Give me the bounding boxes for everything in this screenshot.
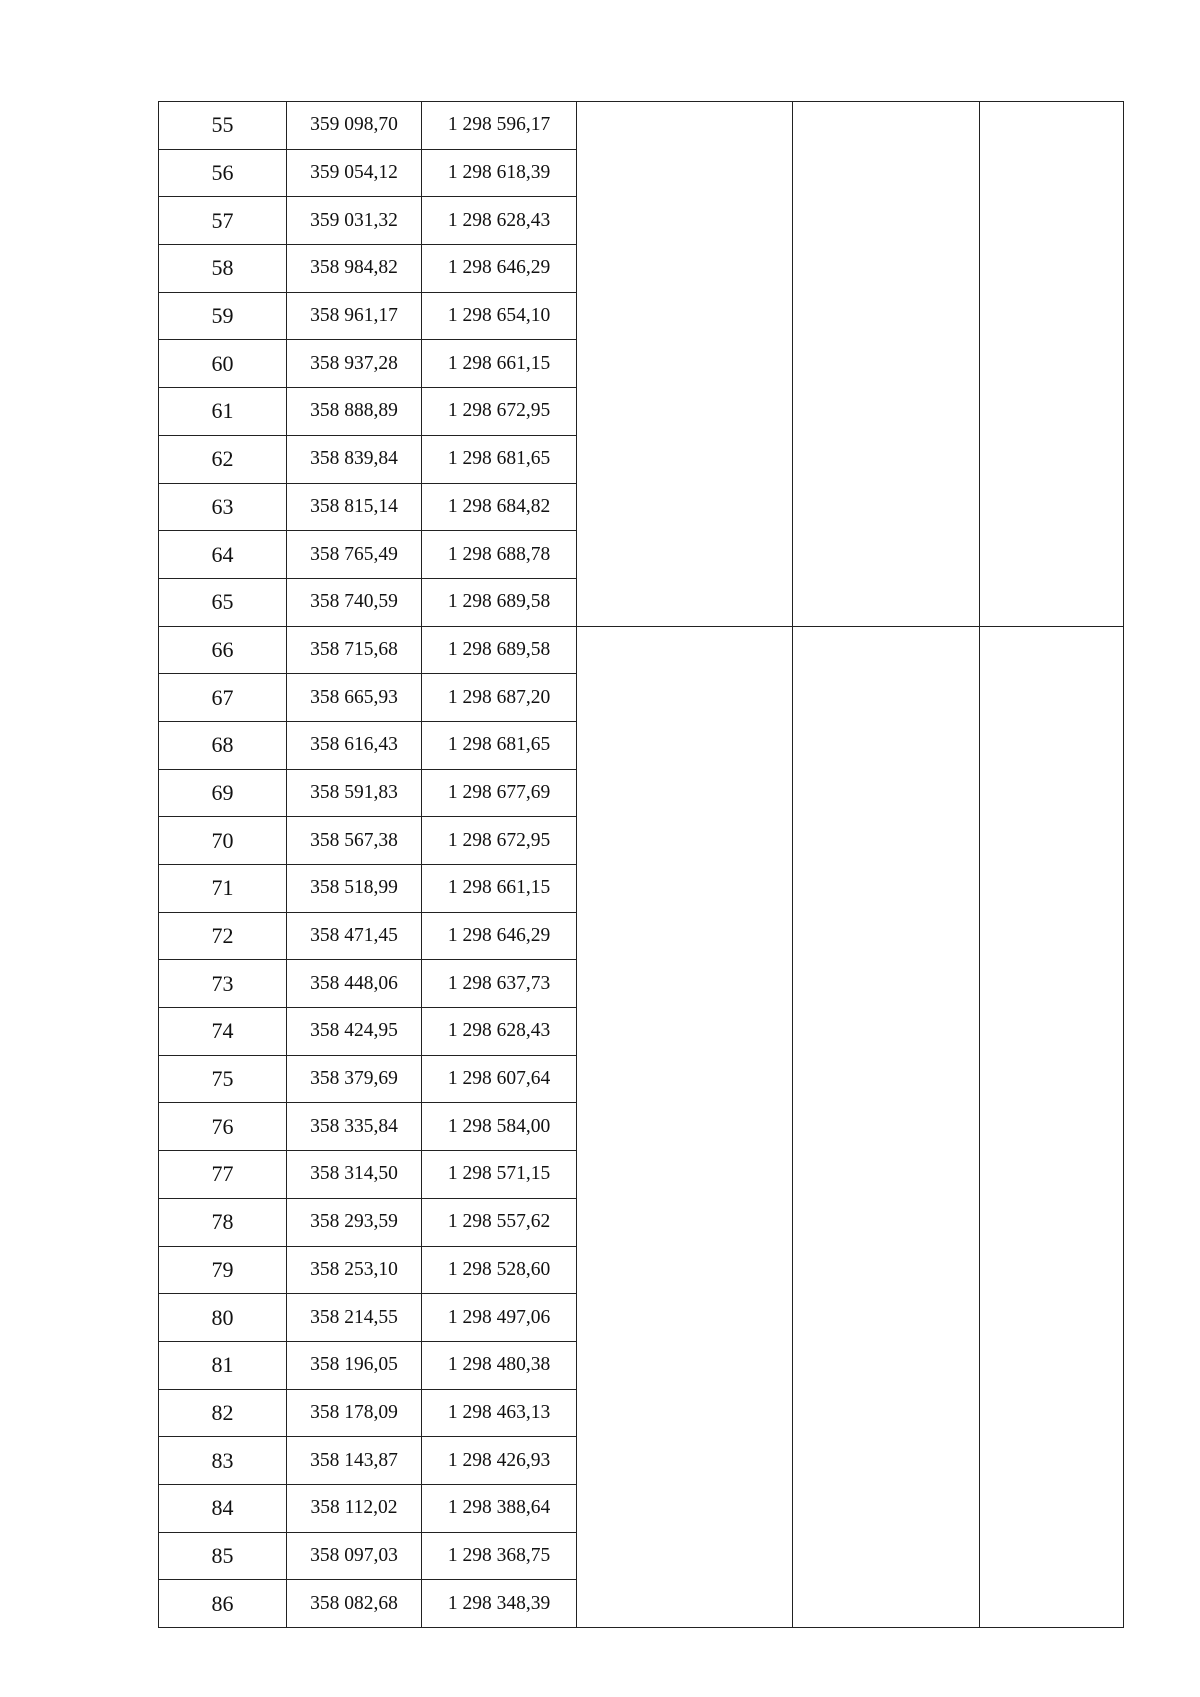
- x-coordinate-cell: 358 591,83: [287, 769, 422, 817]
- x-coordinate-cell: 358 518,99: [287, 865, 422, 913]
- point-number-cell: 55: [159, 102, 287, 150]
- y-coordinate-cell: 1 298 557,62: [422, 1198, 577, 1246]
- y-coordinate-cell: 1 298 672,95: [422, 817, 577, 865]
- y-coordinate-cell: 1 298 646,29: [422, 912, 577, 960]
- x-coordinate-cell: 358 815,14: [287, 483, 422, 531]
- point-number-cell: 68: [159, 721, 287, 769]
- y-coordinate-cell: 1 298 681,65: [422, 721, 577, 769]
- y-coordinate-cell: 1 298 684,82: [422, 483, 577, 531]
- point-number-cell: 86: [159, 1580, 287, 1628]
- table-row: [159, 102, 1124, 150]
- point-number-cell: 57: [159, 197, 287, 245]
- point-number-cell: 83: [159, 1437, 287, 1485]
- y-coordinate-cell: 1 298 528,60: [422, 1246, 577, 1294]
- point-number-cell: 59: [159, 292, 287, 340]
- y-coordinate-cell: 1 298 689,58: [422, 578, 577, 626]
- x-coordinate-cell: 358 961,17: [287, 292, 422, 340]
- table-row: [159, 626, 1124, 674]
- x-coordinate-cell: 358 253,10: [287, 1246, 422, 1294]
- y-coordinate-cell: 1 298 618,39: [422, 149, 577, 197]
- y-coordinate-cell: 1 298 672,95: [422, 388, 577, 436]
- point-number-cell: 82: [159, 1389, 287, 1437]
- merged-empty-cell-1: [577, 102, 793, 627]
- coordinates-table-body: [159, 102, 1124, 1628]
- point-number-cell: 79: [159, 1246, 287, 1294]
- x-coordinate-cell: 358 567,38: [287, 817, 422, 865]
- x-coordinate-cell: 358 178,09: [287, 1389, 422, 1437]
- x-coordinate-cell: 358 984,82: [287, 245, 422, 293]
- x-coordinate-cell: 358 616,43: [287, 721, 422, 769]
- y-coordinate-cell: 1 298 677,69: [422, 769, 577, 817]
- x-coordinate-cell: 358 424,95: [287, 1008, 422, 1056]
- point-number-cell: 62: [159, 435, 287, 483]
- merged-empty-cell-3: [980, 102, 1124, 627]
- merged-empty-cell-3: [980, 626, 1124, 1627]
- y-coordinate-cell: 1 298 584,00: [422, 1103, 577, 1151]
- y-coordinate-cell: 1 298 463,13: [422, 1389, 577, 1437]
- point-number-cell: 69: [159, 769, 287, 817]
- x-coordinate-cell: 358 335,84: [287, 1103, 422, 1151]
- y-coordinate-cell: 1 298 646,29: [422, 245, 577, 293]
- x-coordinate-cell: 358 765,49: [287, 531, 422, 579]
- point-number-cell: 60: [159, 340, 287, 388]
- x-coordinate-cell: 358 888,89: [287, 388, 422, 436]
- x-coordinate-cell: 358 665,93: [287, 674, 422, 722]
- y-coordinate-cell: 1 298 688,78: [422, 531, 577, 579]
- point-number-cell: 72: [159, 912, 287, 960]
- x-coordinate-cell: 358 839,84: [287, 435, 422, 483]
- y-coordinate-cell: 1 298 654,10: [422, 292, 577, 340]
- x-coordinate-cell: 358 196,05: [287, 1341, 422, 1389]
- x-coordinate-cell: 358 143,87: [287, 1437, 422, 1485]
- x-coordinate-cell: 358 214,55: [287, 1294, 422, 1342]
- x-coordinate-cell: 358 082,68: [287, 1580, 422, 1628]
- point-number-cell: 80: [159, 1294, 287, 1342]
- point-number-cell: 56: [159, 149, 287, 197]
- point-number-cell: 76: [159, 1103, 287, 1151]
- x-coordinate-cell: 358 740,59: [287, 578, 422, 626]
- x-coordinate-cell: 358 471,45: [287, 912, 422, 960]
- x-coordinate-cell: 358 293,59: [287, 1198, 422, 1246]
- point-number-cell: 63: [159, 483, 287, 531]
- point-number-cell: 61: [159, 388, 287, 436]
- point-number-cell: 71: [159, 865, 287, 913]
- y-coordinate-cell: 1 298 661,15: [422, 865, 577, 913]
- point-number-cell: 65: [159, 578, 287, 626]
- y-coordinate-cell: 1 298 497,06: [422, 1294, 577, 1342]
- point-number-cell: 84: [159, 1484, 287, 1532]
- coordinates-table: [158, 101, 1124, 1628]
- x-coordinate-cell: 358 379,69: [287, 1055, 422, 1103]
- y-coordinate-cell: 1 298 348,39: [422, 1580, 577, 1628]
- x-coordinate-cell: 359 031,32: [287, 197, 422, 245]
- x-coordinate-cell: 358 097,03: [287, 1532, 422, 1580]
- point-number-cell: 70: [159, 817, 287, 865]
- y-coordinate-cell: 1 298 596,17: [422, 102, 577, 150]
- point-number-cell: 66: [159, 626, 287, 674]
- x-coordinate-cell: 358 937,28: [287, 340, 422, 388]
- point-number-cell: 64: [159, 531, 287, 579]
- x-coordinate-cell: 359 054,12: [287, 149, 422, 197]
- y-coordinate-cell: 1 298 628,43: [422, 197, 577, 245]
- point-number-cell: 75: [159, 1055, 287, 1103]
- y-coordinate-cell: 1 298 368,75: [422, 1532, 577, 1580]
- y-coordinate-cell: 1 298 388,64: [422, 1484, 577, 1532]
- y-coordinate-cell: 1 298 628,43: [422, 1008, 577, 1056]
- point-number-cell: 81: [159, 1341, 287, 1389]
- point-number-cell: 73: [159, 960, 287, 1008]
- point-number-cell: 67: [159, 674, 287, 722]
- y-coordinate-cell: 1 298 426,93: [422, 1437, 577, 1485]
- y-coordinate-cell: 1 298 687,20: [422, 674, 577, 722]
- y-coordinate-cell: 1 298 681,65: [422, 435, 577, 483]
- x-coordinate-cell: 358 112,02: [287, 1484, 422, 1532]
- merged-empty-cell-2: [793, 626, 980, 1627]
- point-number-cell: 78: [159, 1198, 287, 1246]
- point-number-cell: 77: [159, 1151, 287, 1199]
- y-coordinate-cell: 1 298 480,38: [422, 1341, 577, 1389]
- merged-empty-cell-2: [793, 102, 980, 627]
- x-coordinate-cell: 359 098,70: [287, 102, 422, 150]
- x-coordinate-cell: 358 314,50: [287, 1151, 422, 1199]
- merged-empty-cell-1: [577, 626, 793, 1627]
- point-number-cell: 58: [159, 245, 287, 293]
- y-coordinate-cell: 1 298 661,15: [422, 340, 577, 388]
- y-coordinate-cell: 1 298 689,58: [422, 626, 577, 674]
- point-number-cell: 74: [159, 1008, 287, 1056]
- x-coordinate-cell: 358 715,68: [287, 626, 422, 674]
- point-number-cell: 85: [159, 1532, 287, 1580]
- y-coordinate-cell: 1 298 607,64: [422, 1055, 577, 1103]
- y-coordinate-cell: 1 298 571,15: [422, 1151, 577, 1199]
- x-coordinate-cell: 358 448,06: [287, 960, 422, 1008]
- y-coordinate-cell: 1 298 637,73: [422, 960, 577, 1008]
